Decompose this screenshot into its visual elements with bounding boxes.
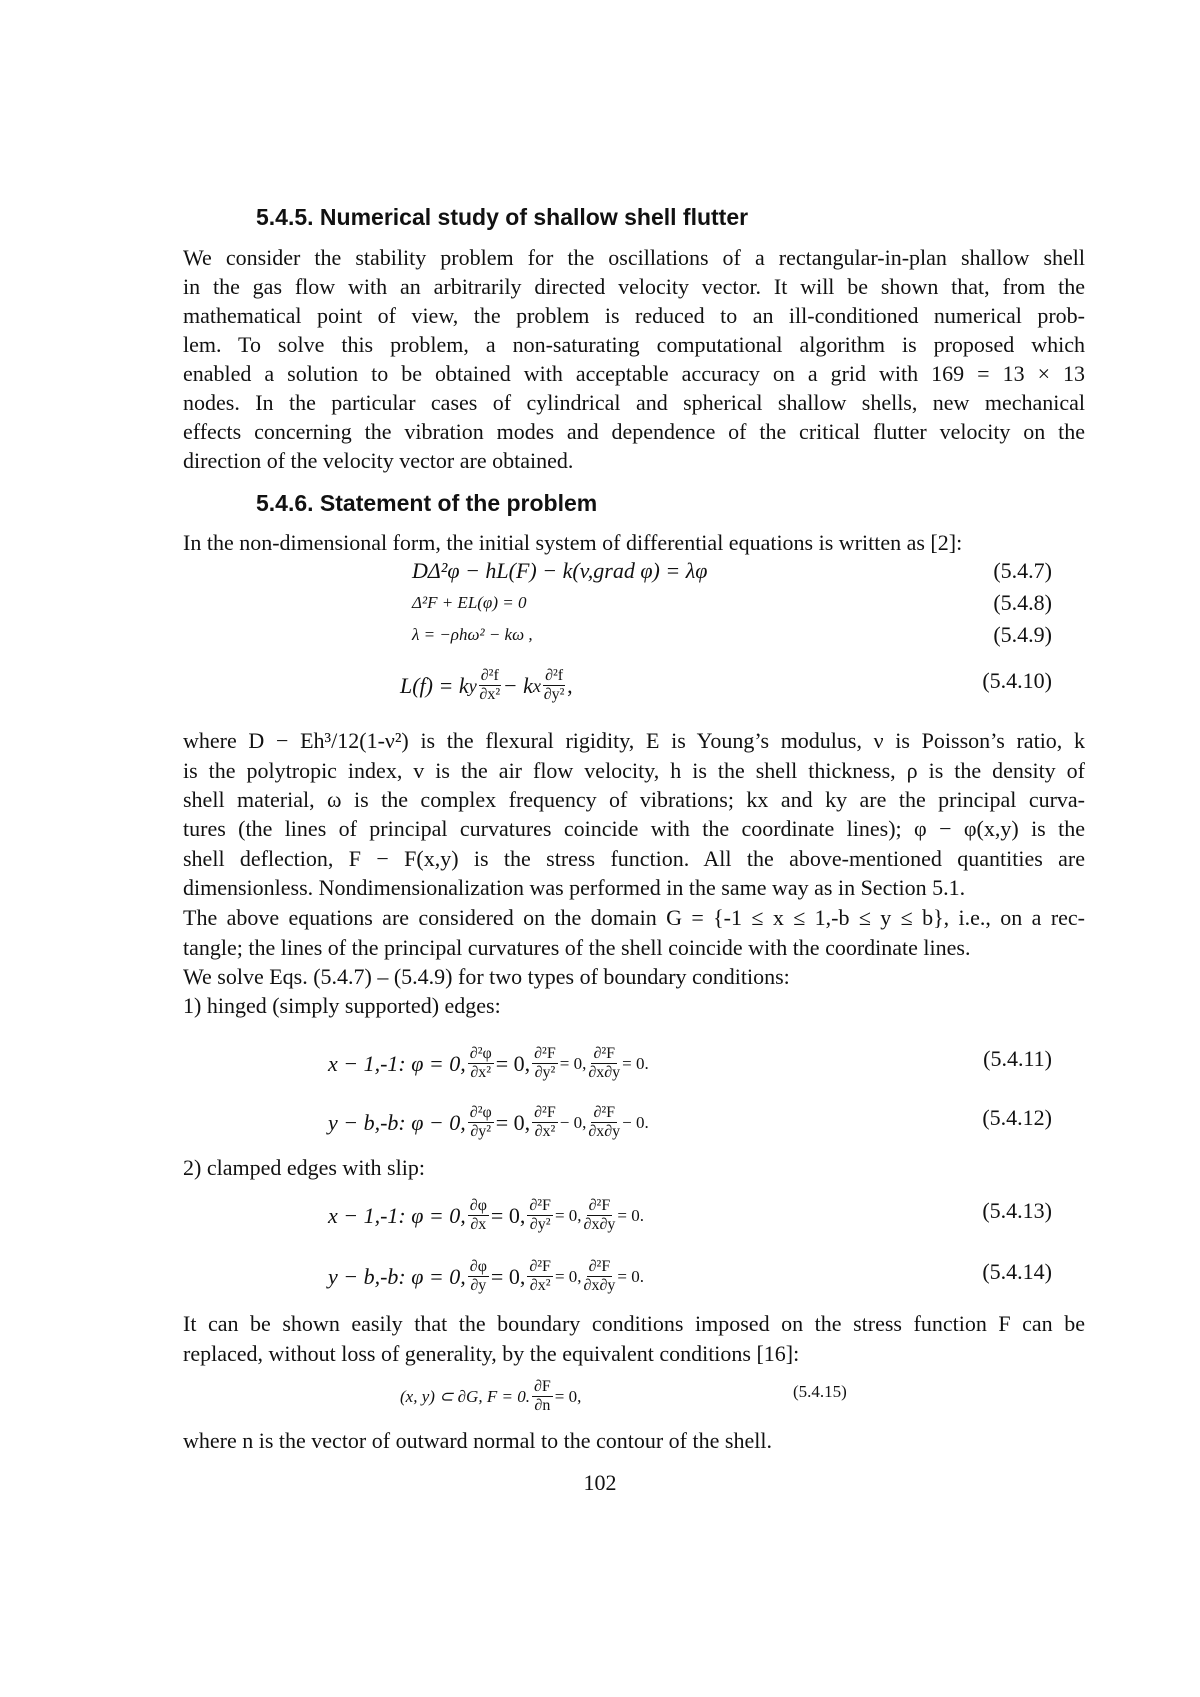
equation-5-4-12: y − b,-b: φ − 0, ∂²φ ∂y² = 0, ∂²F ∂x² − 0, ∂²F ∂x∂y − 0. [328, 1104, 649, 1141]
document-page [0, 0, 1200, 1697]
equation-5-4-13: x − 1,-1: φ = 0, ∂φ ∂x = 0, ∂²F ∂y² = 0, ∂²F ∂x∂y = 0. [328, 1197, 644, 1234]
equation-number: (5.4.14) [982, 1258, 1052, 1286]
text-line: mathematical point of view, the problem is reduced to an ill-conditioned numerical prob- [183, 302, 1085, 330]
equation-number: (5.4.10) [982, 667, 1052, 695]
section-heading-5-4-5: 5.4.5. Numerical study of shallow shell flutter [256, 204, 748, 231]
text-line: dimensionless. Nondimensionalization was performed in the same way as in Section 5.1. [183, 874, 1085, 902]
text-line: It can be shown easily that the boundary conditions imposed on the stress function F can be [183, 1310, 1085, 1338]
text-line: effects concerning the vibration modes and dependence of the critical flutter velocity on the [183, 418, 1085, 446]
equation-5-4-8: Δ²F + EL(φ) = 0 [412, 589, 526, 617]
equation-number: (5.4.15) [793, 1378, 847, 1406]
equation-number: (5.4.7) [993, 557, 1052, 585]
text-line: direction of the velocity vector are obtained. [183, 447, 1085, 475]
equation-5-4-11: x − 1,-1: φ = 0, ∂²φ ∂x² = 0, ∂²F ∂y² = 0, ∂²F ∂x∂y = 0. [328, 1045, 649, 1082]
text-line: 1) hinged (simply supported) edges: [183, 992, 1085, 1020]
text-line: We solve Eqs. (5.4.7) – (5.4.9) for two types of boundary conditions: [183, 963, 1085, 991]
text-line: lem. To solve this problem, a non-saturating computational algorithm is proposed which [183, 331, 1085, 359]
text-line: is the polytropic index, v is the air flow velocity, h is the shell thickness, ρ is the density of [183, 757, 1085, 785]
equation-5-4-7: DΔ²φ − hL(F) − k(v,grad φ) = λφ [412, 557, 707, 585]
text-line: We consider the stability problem for the oscillations of a rectangular-in-plan shallow shell [183, 244, 1085, 272]
equation-number: (5.4.8) [993, 589, 1052, 617]
text-line: enabled a solution to be obtained with acceptable accuracy on a grid with 169 = 13 × 13 [183, 360, 1085, 388]
equation-number: (5.4.12) [982, 1104, 1052, 1132]
text-line: nodes. In the particular cases of cylindrical and spherical shallow shells, new mechanical [183, 389, 1085, 417]
text-line: where D − Eh³/12(1-ν²) is the flexural rigidity, E is Young’s modulus, ν is Poisson’s ratio, k [183, 727, 1085, 755]
equation-number: (5.4.9) [993, 621, 1052, 649]
equation-number: (5.4.13) [982, 1197, 1052, 1225]
page-number: 102 [0, 1470, 1200, 1496]
text-line: where n is the vector of outward normal to the contour of the shell. [183, 1427, 1085, 1455]
text-line: 2) clamped edges with slip: [183, 1154, 1085, 1182]
text-line: tures (the lines of principal curvatures coincide with the coordinate lines); φ − φ(x,y) is the [183, 815, 1085, 843]
text-line: in the gas flow with an arbitrarily directed velocity vector. It will be shown that, from the [183, 273, 1085, 301]
equation-5-4-15: (x, y) ⊂ ∂G, F = 0. ∂F ∂n = 0, [400, 1378, 581, 1415]
section-heading-5-4-6: 5.4.6. Statement of the problem [256, 490, 597, 517]
equation-5-4-9: λ = −ρhω² − kω , [412, 621, 533, 649]
text-line: shell material, ω is the complex frequency of vibrations; kx and ky are the principal curva- [183, 786, 1085, 814]
text-line: The above equations are considered on the domain G = {-1 ≤ x ≤ 1,-b ≤ y ≤ b}, i.e., on a rec- [183, 904, 1085, 932]
equation-5-4-10: L(f) = k y ∂²f ∂x² − k x ∂²f ∂y² , [400, 667, 573, 704]
text-line: replaced, without loss of generality, by the equivalent conditions [16]: [183, 1340, 1085, 1368]
text-line: In the non-dimensional form, the initial system of differential equations is written as [2]: [183, 529, 1085, 557]
equation-5-4-14: y − b,-b: φ = 0, ∂φ ∂y = 0, ∂²F ∂x² = 0, ∂²F ∂x∂y = 0. [328, 1258, 644, 1295]
text-line: shell deflection, F − F(x,y) is the stress function. All the above-mentioned quantities are [183, 845, 1085, 873]
text-line: tangle; the lines of the principal curvatures of the shell coincide with the coordinate lines. [183, 934, 1085, 962]
equation-number: (5.4.11) [983, 1045, 1052, 1073]
